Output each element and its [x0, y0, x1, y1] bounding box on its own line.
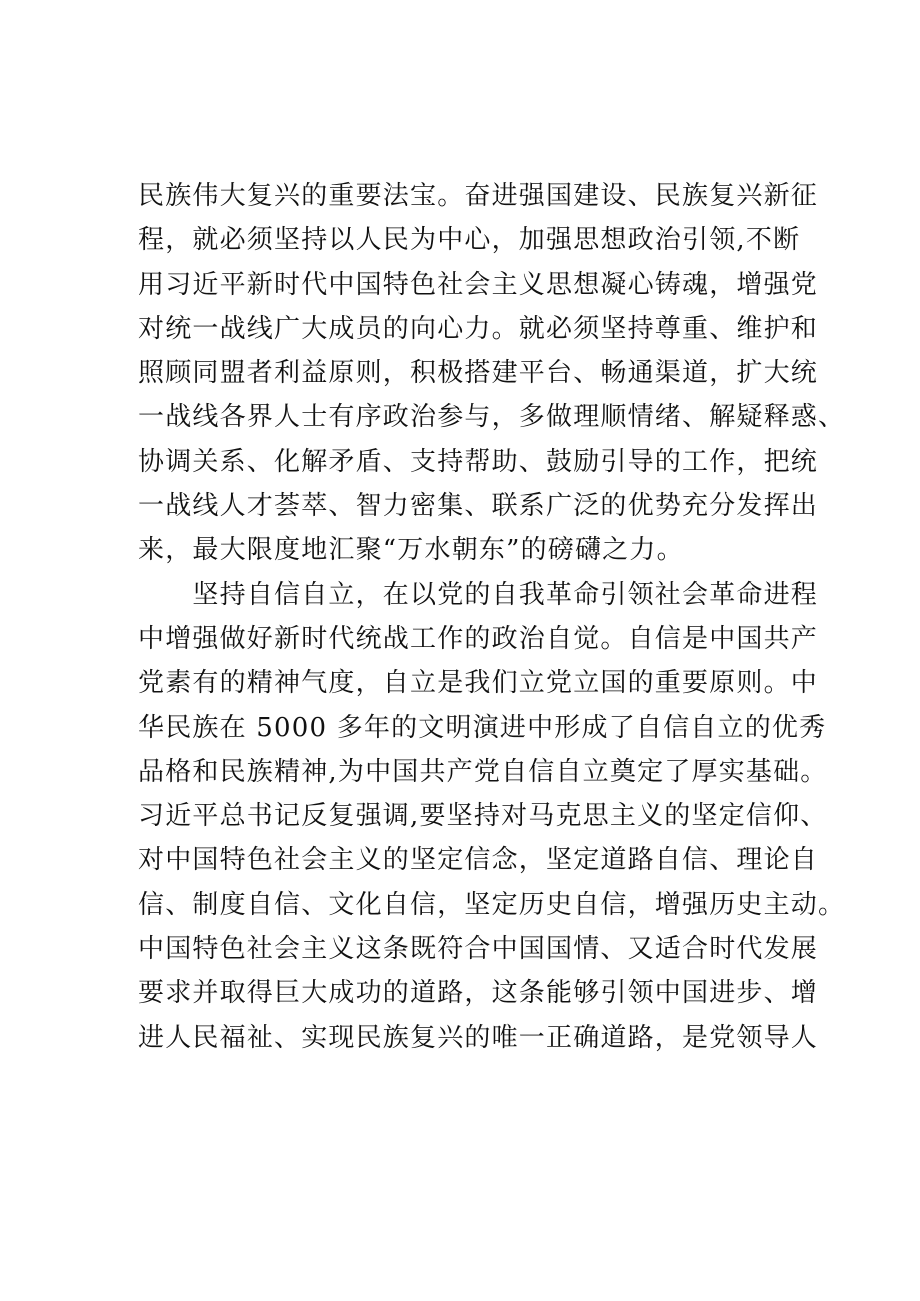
text-line: 进人民福祉、实现民族复兴的唯一正确道路，是党领导人 — [138, 1022, 819, 1053]
text-line: 信、制度自信、文化自信，坚定历史自信，增强历史主动。 — [138, 889, 846, 920]
text-line: 民族伟大复兴的重要法宝。奋进强国建设、民族复兴新征 — [138, 181, 819, 211]
paragraph-1 — [138, 174, 846, 573]
text-line: 党素有的精神气度，自立是我们立党立国的重要原则。中 — [138, 668, 819, 699]
text-line: 习近平总书记反复强调,要坚持对马克思主义的坚定信仰、 — [138, 801, 828, 832]
text-line: 用习近平新时代中国特色社会主义思想凝心铸魂，增强党 — [138, 269, 819, 300]
text-line: 一战线各界人士有序政治参与，多做理顺情绪、解疑释惑、 — [138, 402, 846, 433]
text-line: 要求并取得巨大成功的道路，这条能够引领中国进步、增 — [138, 978, 819, 1009]
text-line: 对中国特色社会主义的坚定信念，坚定道路自信、理论自 — [138, 845, 819, 876]
paragraph-2 — [138, 573, 846, 1060]
document-body — [138, 174, 846, 1060]
text-line: 照顾同盟者利益原则，积极搭建平台、畅通渠道，扩大统 — [138, 358, 819, 389]
text-line: 坚持自信自立，在以党的自我革命引领社会革命进程 — [138, 579, 819, 610]
text-line: 华民族在 5000 多年的文明演进中形成了自信自立的优秀 — [138, 712, 827, 743]
text-line: 中国特色社会主义这条既符合中国国情、又适合时代发展 — [138, 934, 819, 965]
text-line: 一战线人才荟萃、智力密集、联系广泛的优势充分发挥出 — [138, 491, 819, 522]
text-line: 对统一战线广大成员的向心力。就必须坚持尊重、维护和 — [138, 313, 819, 344]
text-line: 协调关系、化解矛盾、支持帮助、鼓励引导的工作，把统 — [138, 446, 819, 477]
text-line: 中增强做好新时代统战工作的政治自觉。自信是中国共产 — [138, 623, 819, 654]
text-line: 来，最大限度地汇聚“万水朝东”的磅礴之力。 — [138, 535, 684, 566]
text-line: 程，就必须坚持以人民为中心，加强思想政治引领,不断 — [138, 225, 801, 256]
text-line: 品格和民族精神,为中国共产党自信自立奠定了厚实基础。 — [138, 756, 828, 787]
